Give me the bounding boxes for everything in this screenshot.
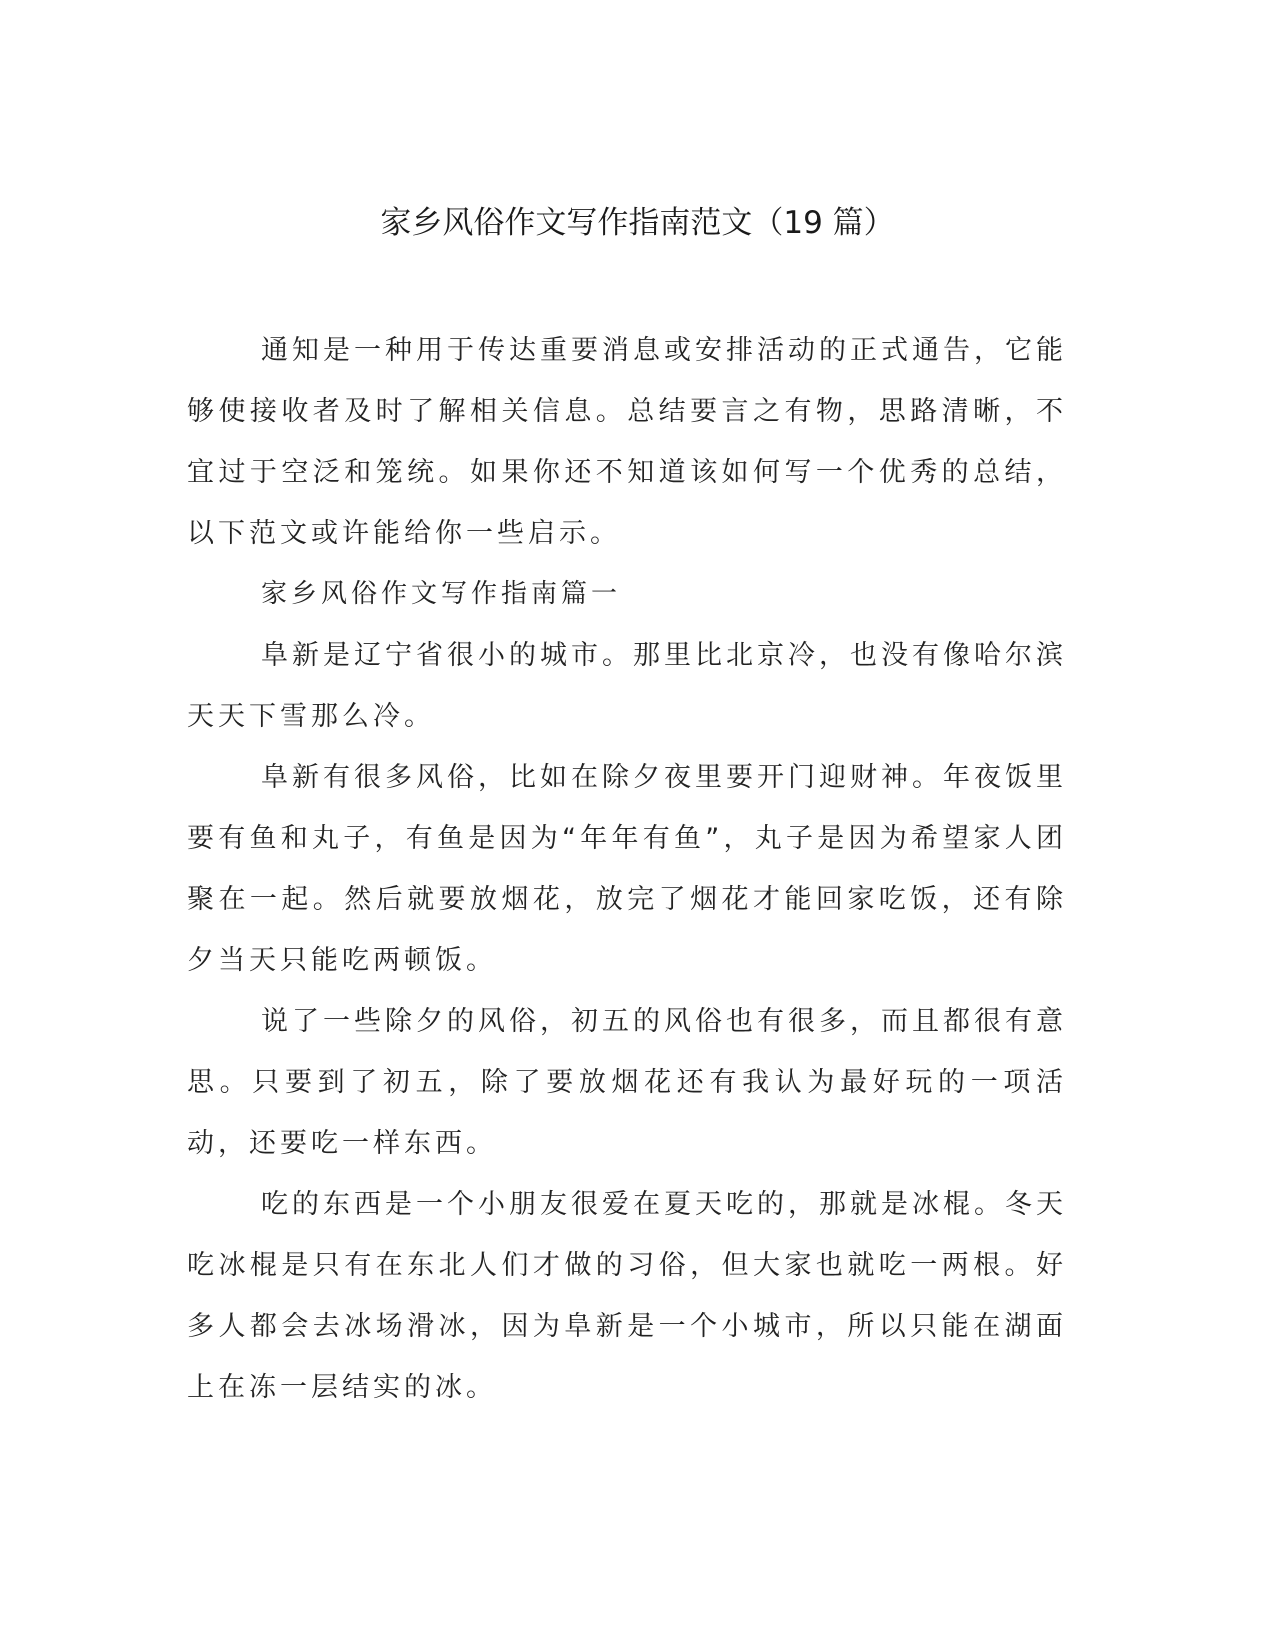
body-paragraph: 阜新是辽宁省很小的城市。那里比北京冷，也没有像哈尔滨天天下雪那么冷。 [187,640,1067,732]
body-paragraph: 说了一些除夕的风俗，初五的风俗也有很多，而且都很有意思。只要到了初五，除了要放烟花还有我认为最好玩的一项活动，还要吃一样东西。 [187,1006,1067,1159]
body-paragraph: 阜新有很多风俗，比如在除夕夜里要开门迎财神。年夜饭里要有鱼和丸子，有鱼是因为“年年有鱼”，丸子是因为希望家人团聚在一起。然后就要放烟花，放完了烟花才能回家吃饭，还有除夕当天只能吃两顿饭。 [187,762,1067,976]
document-body [187,320,1067,1418]
body-paragraph: 吃的东西是一个小朋友很爱在夏天吃的，那就是冰棍。冬天吃冰棍是只有在东北人们才做的习俗，但大家也就吃一两根。好多人都会去冰场滑冰，因为阜新是一个小城市，所以只能在湖面上在冻一层结实的冰。 [187,1189,1067,1403]
document-title: 家乡风俗作文写作指南范文（19 篇） [380,205,895,241]
section-heading: 家乡风俗作文写作指南篇一 [261,579,622,609]
intro-paragraph: 通知是一种用于传达重要消息或安排活动的正式通告，它能够使接收者及时了解相关信息。总结要言之有物，思路清晰，不宜过于空泛和笼统。如果你还不知道该如何写一个优秀的总结，以下范文或许能给你一些启示。 [187,335,1067,549]
